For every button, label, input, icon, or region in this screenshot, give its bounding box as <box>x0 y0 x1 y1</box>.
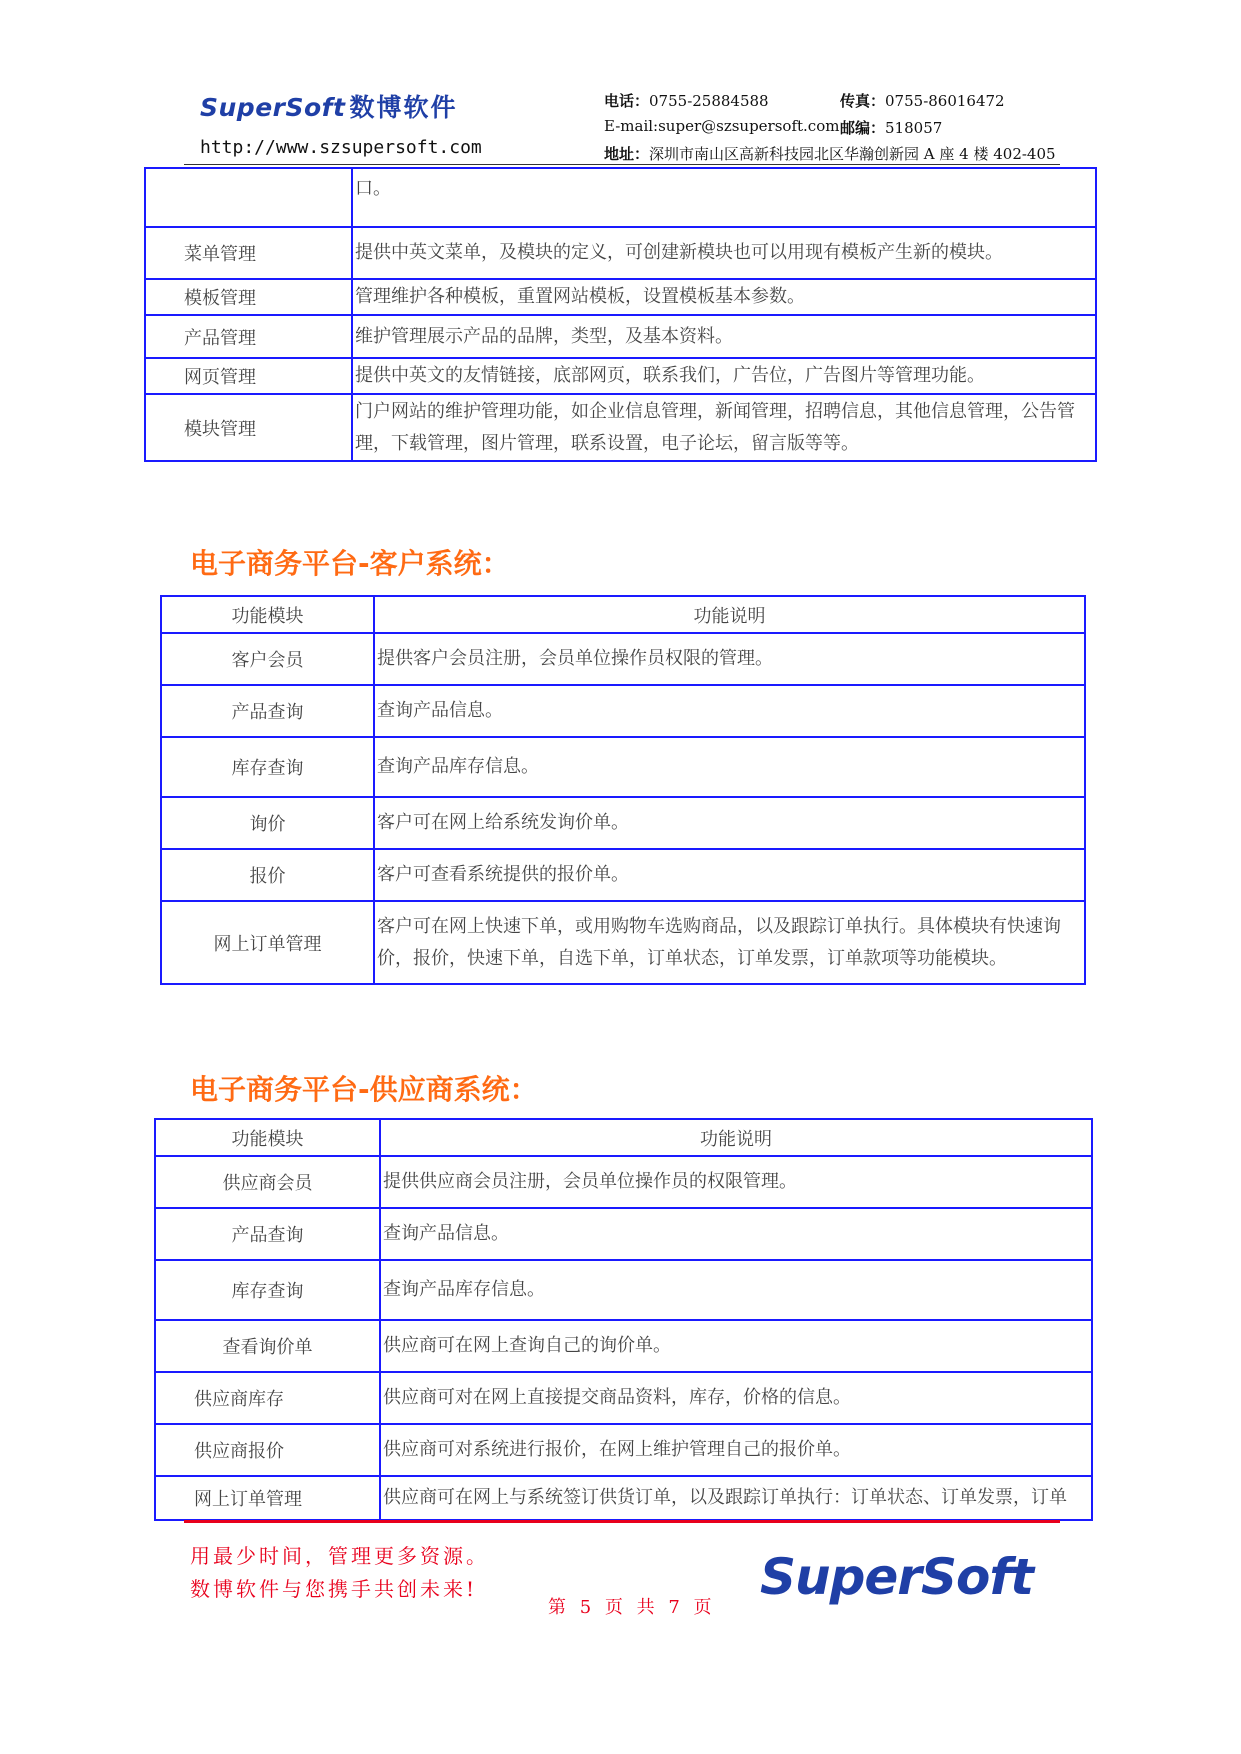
section-title-customer: 电子商务平台-客户系统： <box>190 547 510 580</box>
module-cell <box>145 168 352 227</box>
desc-cell: 供应商可对系统进行报价，在网上维护管理自己的报价单。 <box>380 1424 1092 1476</box>
logo-cn: 数博软件 <box>349 93 458 122</box>
slogan-line-1: 用最少时间，管理更多资源。 <box>190 1544 489 1568</box>
address-label: 地址： <box>604 145 650 163</box>
module-cell: 网页管理 <box>145 358 352 394</box>
desc-cell: 客户可在网上快速下单，或用购物车选购商品，以及跟踪订单执行。具体模块有快速询价，报价，快速下单，自选下单，订单状态，订单发票，订单款项等功能模块。 <box>374 901 1085 984</box>
module-cell: 网上订单管理 <box>155 1476 380 1520</box>
desc-cell: 客户可查看系统提供的报价单。 <box>374 849 1085 901</box>
supplier-system-table <box>154 1118 1093 1521</box>
desc-cell: 提供中英文的友情链接，底部网页，联系我们，广告位，广告图片等管理功能。 <box>352 358 1096 394</box>
module-cell: 库存查询 <box>161 737 374 797</box>
table-row <box>155 1320 1092 1372</box>
table-row <box>161 901 1085 984</box>
table-row <box>145 394 1096 461</box>
header-divider <box>184 164 1060 165</box>
table-row <box>145 279 1096 315</box>
desc-cell: 提供客户会员注册，会员单位操作员权限的管理。 <box>374 633 1085 685</box>
module-cell: 查看询价单 <box>155 1320 380 1372</box>
desc-cell: 查询产品库存信息。 <box>380 1260 1092 1320</box>
company-url[interactable]: http://www.szsupersoft.com <box>200 137 482 158</box>
table-row <box>145 315 1096 358</box>
table-row <box>155 1476 1092 1520</box>
footer-logo: SuperSoft <box>760 1548 1033 1606</box>
header-logo <box>200 88 458 124</box>
module-cell: 库存查询 <box>155 1260 380 1320</box>
table-row <box>145 358 1096 394</box>
module-cell: 供应商库存 <box>155 1372 380 1424</box>
table-row <box>145 168 1096 227</box>
module-cell: 菜单管理 <box>145 227 352 279</box>
table-row <box>155 1372 1092 1424</box>
phone-line <box>604 90 769 111</box>
desc-cell: 口。 <box>352 168 1096 227</box>
table-header-row <box>155 1119 1092 1156</box>
customer-system-table <box>160 595 1086 985</box>
column-header: 功能说明 <box>380 1119 1092 1156</box>
logo-brand: SuperSoft <box>200 93 346 122</box>
table-row <box>161 685 1085 737</box>
module-cell: 供应商会员 <box>155 1156 380 1208</box>
table-row <box>155 1424 1092 1476</box>
table-row <box>155 1208 1092 1260</box>
desc-cell: 查询产品信息。 <box>380 1208 1092 1260</box>
module-cell: 询价 <box>161 797 374 849</box>
table-row <box>161 633 1085 685</box>
desc-cell: 客户可在网上给系统发询价单。 <box>374 797 1085 849</box>
module-cell: 产品查询 <box>161 685 374 737</box>
table-row <box>145 227 1096 279</box>
module-cell: 供应商报价 <box>155 1424 380 1476</box>
postcode-value: 518057 <box>885 119 943 137</box>
module-cell: 产品管理 <box>145 315 352 358</box>
desc-cell: 维护管理展示产品的品牌，类型，及基本资料。 <box>352 315 1096 358</box>
module-cell: 客户会员 <box>161 633 374 685</box>
table-row <box>161 849 1085 901</box>
table-row <box>155 1156 1092 1208</box>
desc-cell: 管理维护各种模板，重置网站模板，设置模板基本参数。 <box>352 279 1096 315</box>
table-row <box>161 737 1085 797</box>
desc-cell: 供应商可在网上与系统签订供货订单，以及跟踪订单执行：订单状态、订单发票，订单 <box>380 1476 1092 1520</box>
module-cell: 网上订单管理 <box>161 901 374 984</box>
desc-cell: 提供中英文菜单，及模块的定义，可创建新模块也可以用现有模板产生新的模块。 <box>352 227 1096 279</box>
fax-line <box>840 90 1005 111</box>
postcode-line <box>840 117 942 138</box>
module-cell: 模板管理 <box>145 279 352 315</box>
address-line <box>604 143 1056 164</box>
desc-cell: 门户网站的维护管理功能，如企业信息管理，新闻管理，招聘信息，其他信息管理，公告管理，下载管理，图片管理，联系设置，电子论坛，留言版等等。 <box>352 394 1096 461</box>
footer-divider <box>184 1520 1060 1523</box>
column-header: 功能模块 <box>155 1119 380 1156</box>
email-line[interactable]: E-mail:super@szsupersoft.com <box>604 117 840 135</box>
slogan-line-2: 数博软件与您携手共创未来! <box>190 1577 478 1601</box>
phone-label: 电话： <box>604 92 650 110</box>
desc-cell: 查询产品信息。 <box>374 685 1085 737</box>
page-number: 第 5 页 共 7 页 <box>548 1597 716 1618</box>
website-admin-table <box>144 167 1097 462</box>
column-header: 功能模块 <box>161 596 374 633</box>
phone-value: 0755-25884588 <box>649 92 769 110</box>
fax-label: 传真： <box>840 92 886 110</box>
table-header-row <box>161 596 1085 633</box>
postcode-label: 邮编： <box>840 119 886 137</box>
desc-cell: 查询产品库存信息。 <box>374 737 1085 797</box>
module-cell: 报价 <box>161 849 374 901</box>
module-cell: 产品查询 <box>155 1208 380 1260</box>
section-title-supplier: 电子商务平台-供应商系统： <box>190 1073 538 1106</box>
desc-cell: 供应商可在网上查询自己的询价单。 <box>380 1320 1092 1372</box>
table-row <box>155 1260 1092 1320</box>
desc-cell: 供应商可对在网上直接提交商品资料，库存，价格的信息。 <box>380 1372 1092 1424</box>
address-value: 深圳市南山区高新科技园北区华瀚创新园 A 座 4 楼 402-405 <box>649 145 1056 163</box>
table-row <box>161 797 1085 849</box>
column-header: 功能说明 <box>374 596 1085 633</box>
desc-cell: 提供供应商会员注册，会员单位操作员的权限管理。 <box>380 1156 1092 1208</box>
fax-value: 0755-86016472 <box>885 92 1005 110</box>
module-cell: 模块管理 <box>145 394 352 461</box>
